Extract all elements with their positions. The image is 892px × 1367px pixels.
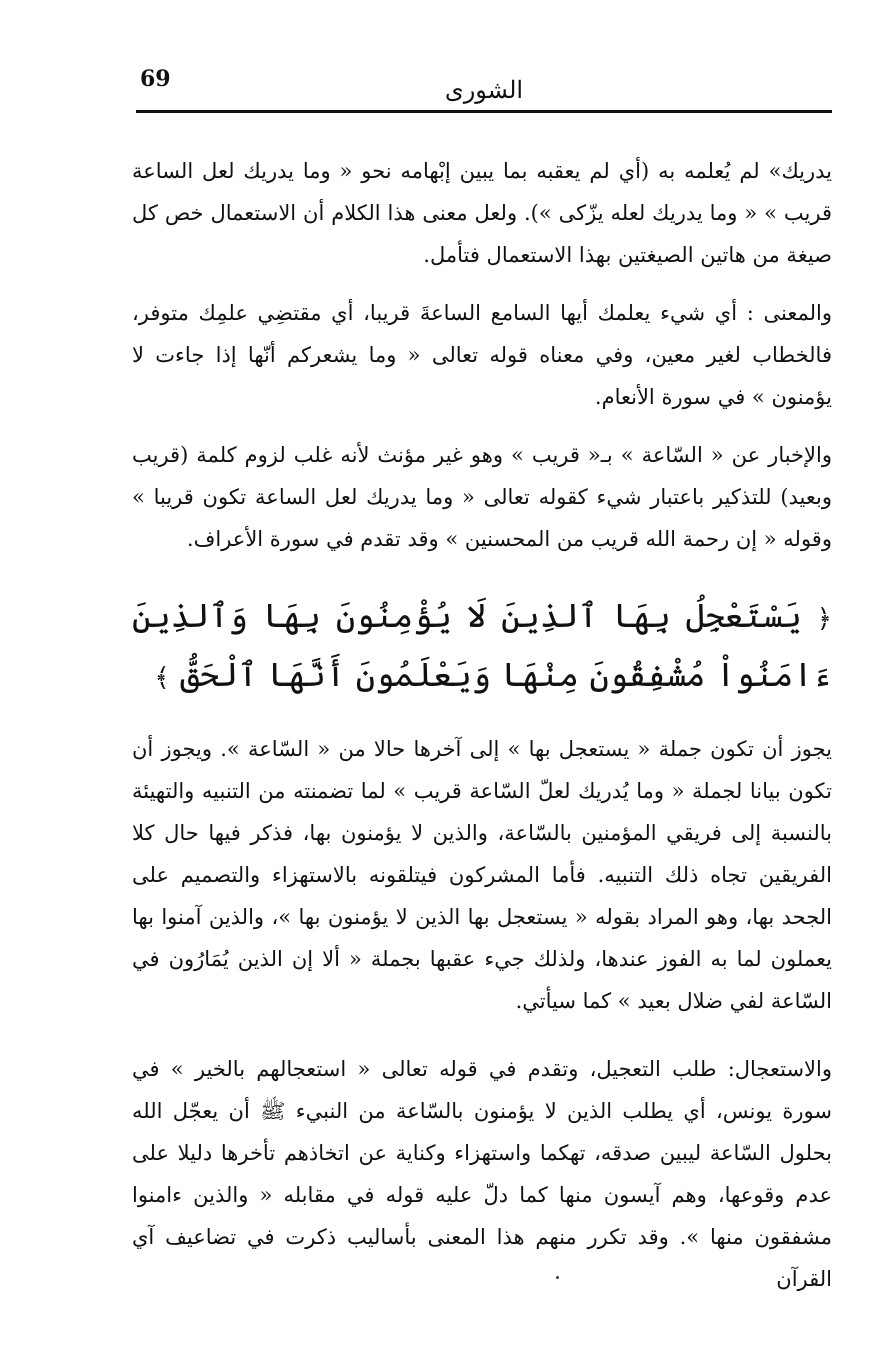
verse-text: يَسْتَعْجِلُ بِهَا ٱلذِينَ لَا يُؤْمِنُونَ بِهَا وَٱلذِينَ ءَامَنُواْ مُشْفِقُونَ مِنْهَا وَيَعْلَمُونَ أَنَّهَا ٱلْحَقُّ <box>132 596 832 694</box>
verse-close-bracket: ﴾ <box>154 663 170 693</box>
page-header <box>136 62 832 110</box>
paragraph: والإخبار عن « السّاعة » بـ« قريب » وهو غير مؤنث لأنه غلب لزوم كلمة (قريب وبعيد) للتذكير باعتبار شيء كقوله تعالى « وما يدريك لعل الساعة تكون قريبا » وقوله « إن رحمة الله قريب من المحسنين » وقد تقدم في سورة الأعراف. <box>132 443 832 551</box>
paragraph: يدريك» لم يُعلمه به (أي لم يعقبه بما يبين إبْهامه نحو « وما يدريك لعل الساعة قريب » « وما يدريك لعله يزّكى »). ولعل معنى هذا الكلام أن الاستعمال خص كل صيغة من هاتين الصيغتين بهذا الاستعمال فتأمل. <box>132 159 832 267</box>
verse-open-bracket: ﴿ <box>816 604 832 634</box>
header-rule <box>136 110 832 113</box>
page-body <box>132 150 832 1300</box>
page-number: 69 <box>140 66 171 92</box>
running-title: الشورى <box>444 76 524 104</box>
quran-verse <box>132 588 832 706</box>
footer-dot <box>556 1276 559 1279</box>
paragraph: يجوز أن تكون جملة « يستعجل بها » إلى آخرها حالا من « السّاعة ». ويجوز أن تكون بيانا لجملة « وما يُدريك لعلّ السّاعة قريب » لما تضمنته من التنبيه والتهيئة بالنسبة إلى فريقي المؤمنين بالسّاعة، والذين لا يؤمنون بها، فذكر فيها حال كلا الفريقين تجاه ذلك التنبيه. فأما المشركون فيتلقونه بالاستهزاء والتصميم على الجحد بها، وهو المراد بقوله « يستعجل بها الذين لا يؤمنون بها »، والذين آمنوا بها يعملون لما به الفوز عندها، ولذلك جيء عقبها بجملة « ألا إن الذين يُمَارُون في السّاعة لفي ضلال بعيد » كما سيأتي. <box>132 737 832 1013</box>
paragraph: والاستعجال: طلب التعجيل، وتقدم في قوله تعالى « استعجالهم بالخير » في سورة يونس، أي يطلب الذين لا يؤمنون بالسّاعة من النبيء ﷺ أن يعجّل الله بحلول السّاعة ليبين صدقه، تهكما واستهزاء وكناية عن اتخاذهم تأخرها دليلا على عدم وقوعها، وهم آيسون منها كما دلّ عليه قوله في مقابله « والذين ءامنوا مشفقون منها ». وقد تكرر منهم هذا المعنى بأساليب ذكرت في تضاعيف آي القرآن <box>132 1057 832 1291</box>
paragraph: والمعنى : أي شيء يعلمك أيها السامع الساعةَ قريبا، أي مقتضِي علمِك متوفر، فالخطاب لغير معين، وفي معناه قوله تعالى « وما يشعركم أنّها إذا جاءت لا يؤمنون » في سورة الأنعام. <box>132 301 832 409</box>
